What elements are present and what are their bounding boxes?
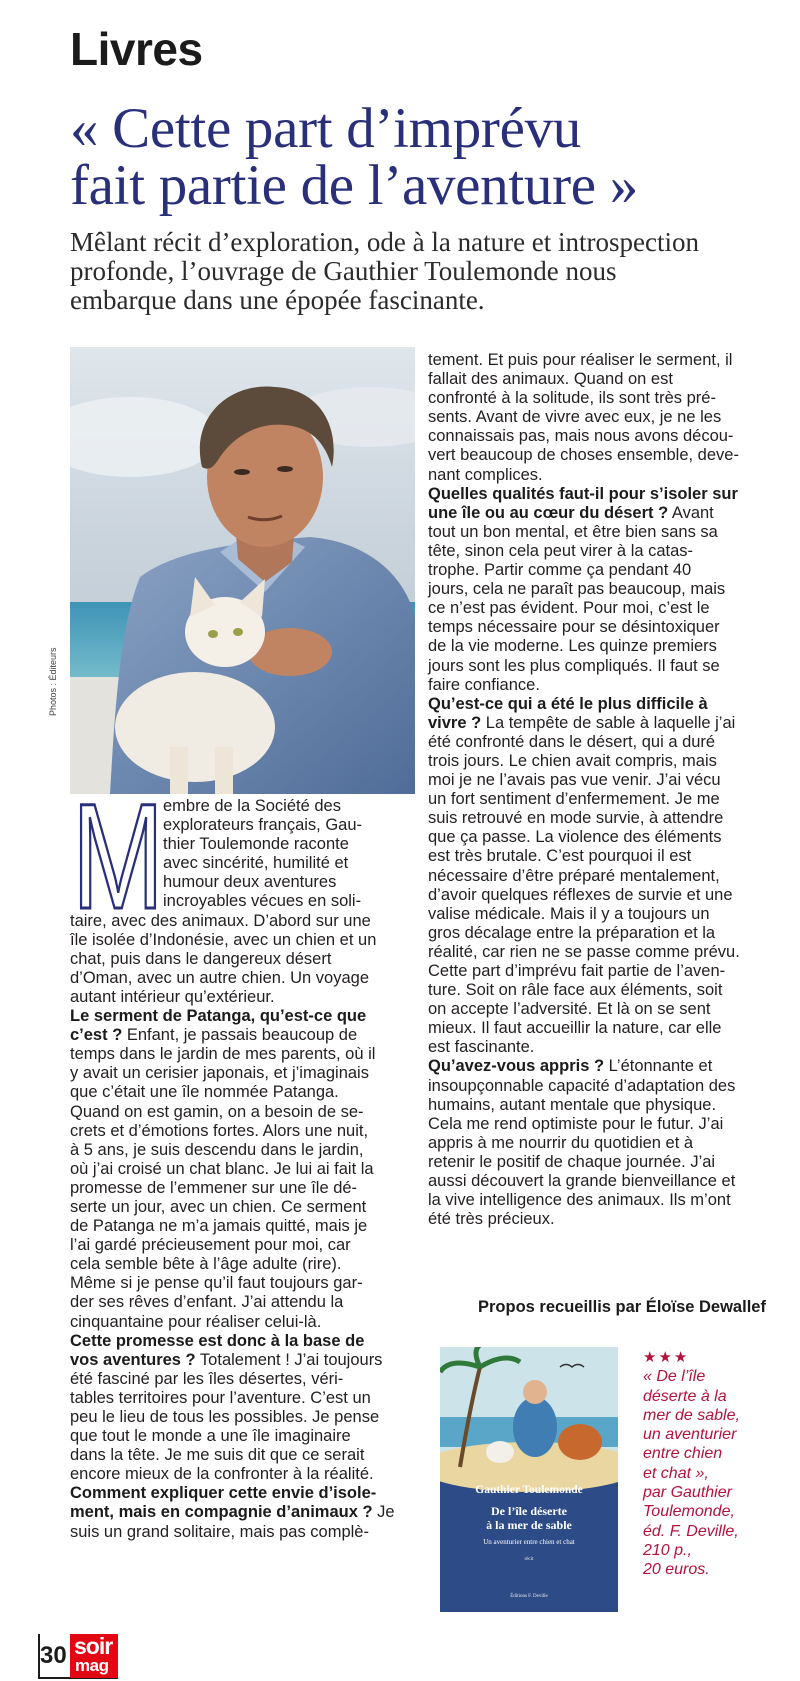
- cover-figure: [513, 1397, 557, 1457]
- review-line: 20 euros.: [643, 1561, 710, 1579]
- article-line: la vive intelligence des animaux. Ils m’ont: [428, 1191, 731, 1210]
- article-line: peu le lieu de tous les possibles. Je pense: [70, 1408, 380, 1426]
- cover-title-line: De l’île déserte: [491, 1504, 567, 1518]
- article-line: été très précieux.: [428, 1210, 555, 1229]
- photo-cat-leg: [215, 747, 233, 794]
- interview-question: ment, mais en compagnie d’animaux ?: [70, 1503, 373, 1522]
- article-line: explorateurs français, Gau-: [163, 816, 363, 835]
- article-line: cinquantaine pour réaliser celui-là.: [70, 1312, 322, 1331]
- article-line: Même si je pense qu’il faut toujours gar-: [70, 1274, 363, 1293]
- photo-cat-leg: [170, 747, 188, 794]
- article-signature: Propos recueillis par Éloïse Dewallef: [478, 1298, 766, 1316]
- photo-credit: Photos : Éditeurs: [48, 647, 58, 716]
- logo-bottom: mag: [75, 1656, 109, 1675]
- review-line: par Gauthier: [643, 1484, 732, 1502]
- interview-question: vivre ?: [428, 713, 482, 732]
- interview-question: Qu’est-ce qui a été le plus difficile à: [428, 694, 708, 713]
- review-line: « De l’île: [643, 1368, 706, 1386]
- article-line: humour deux aventures: [163, 873, 337, 892]
- review-line: déserte à la: [643, 1387, 727, 1405]
- article-line: où j’ai croisé un chat blanc. Je lui ai fait la: [70, 1159, 374, 1178]
- article-line: Cette part d’imprévu fait partie de l’aven-: [428, 962, 726, 980]
- review-line: éd. F. Deville,: [643, 1522, 739, 1540]
- soirmag-logo: [70, 1634, 118, 1678]
- article-line: promesse de l’emmener sur une île dé-: [70, 1178, 358, 1197]
- article-line: connaissais pas, mais nous avons décou-: [428, 427, 734, 446]
- interview-question: Comment expliquer cette envie d’isole-: [70, 1484, 377, 1503]
- article-line: tout un bon mental, et être bien sans sa: [428, 522, 718, 541]
- article-line: sents. Avant de vivre avec eux, je ne les: [428, 408, 722, 427]
- cover-title-line: à la mer de sable: [486, 1518, 572, 1532]
- article-line: chat, puis dans le dangereux désert: [70, 949, 332, 968]
- article-line: incroyables vécues en soli-: [163, 892, 362, 911]
- article-line: nant complices.: [428, 465, 543, 484]
- article-line: crets et d’émotions fortes. Alors une nuit,: [70, 1121, 369, 1140]
- drop-cap-letter: M: [72, 795, 164, 915]
- review-line: entre chien: [643, 1445, 723, 1463]
- logo-top: soir: [74, 1633, 113, 1659]
- article-line: jours, cela ne paraît pas beaucoup, mais: [428, 580, 726, 599]
- article-line: on accepte l’adversité. Et là on se sent: [428, 1000, 711, 1019]
- article-line: que ça passe. La violence des éléments: [428, 828, 722, 847]
- article-line: été confronté dans le désert, qui a duré: [428, 732, 716, 751]
- article-line: trophe. Partir comme ça pendant 40: [428, 561, 692, 580]
- photo-eye: [234, 469, 250, 475]
- article-line: vivre ? La tempête de sable à laquelle j’ai: [428, 713, 736, 732]
- article-line: suis un grand solitaire, mais pas complè-: [70, 1522, 369, 1541]
- article-line: jours sont les plus compliqués. Il faut se: [428, 656, 720, 675]
- article-line: l’ai gardé précieusement pour moi, car: [70, 1236, 351, 1255]
- article-column-left: [70, 797, 415, 1542]
- headline-line: fait partie de l’aventure »: [70, 154, 638, 217]
- headline-line: « Cette part d’imprévu: [70, 97, 581, 160]
- rating-stars: ★★★: [643, 1349, 690, 1366]
- article-line: ce n’est pas évident. Pour moi, c’est le: [428, 599, 710, 618]
- article-line: ment, mais en compagnie d’animaux ? Je: [70, 1503, 395, 1522]
- article-line: Cela me rend optimiste pour le futur. J’ai: [428, 1114, 724, 1133]
- review-line: un aventurier: [643, 1426, 737, 1444]
- interview-question: c’est ?: [70, 1026, 123, 1045]
- review-line: Toulemonde,: [643, 1503, 735, 1521]
- lead-line: profonde, l’ouvrage de Gauthier Toulemonde nous: [70, 256, 617, 286]
- article-line: avec sincérité, humilité et: [163, 854, 349, 873]
- photo-eye: [277, 466, 293, 472]
- article-line: appris à me nourrir du quotidien et à: [428, 1133, 694, 1152]
- article-line: fallait des animaux. Quand on est: [428, 370, 673, 389]
- article-line: trois jours. Le chien avait compris, mais: [428, 751, 717, 770]
- article-line: der ses rêves d’enfant. J’ai attendu la: [70, 1293, 344, 1312]
- article-line: [428, 485, 788, 504]
- article-line: un fort sentiment d’enfermement. Je me: [428, 790, 720, 809]
- article-line: cela semble bête à l’âge adulte (rire).: [70, 1255, 342, 1274]
- article-line: gros décalage entre la préparation et la: [428, 923, 716, 942]
- article-line: taire, avec des animaux. D’abord sur une: [70, 911, 371, 930]
- article-line: temps nécessaire pour se désintoxiquer: [428, 618, 720, 637]
- article-lead: [70, 228, 785, 315]
- cover-publisher: Éditions F. Deville: [510, 1594, 548, 1599]
- cover-cat: [486, 1441, 514, 1463]
- photo-cat-eye: [208, 630, 218, 638]
- article-line: encore mieux de la confronter à la réalité.: [70, 1465, 374, 1484]
- interview-question: vos aventures ?: [70, 1350, 196, 1369]
- interview-question: une île ou au cœur du désert ?: [428, 503, 669, 522]
- article-line: dans la tête. Je me suis dit que ce serait: [70, 1446, 365, 1465]
- article-line: réalité, car rien ne se passe comme prévu.: [428, 942, 740, 961]
- article-line: été fasciné par les îles désertes, véri-: [70, 1369, 344, 1388]
- cover-figure-head: [523, 1380, 547, 1404]
- review-line: 210 p.,: [643, 1541, 692, 1559]
- lead-line: Mêlant récit d’exploration, ode à la nature et introspection: [70, 227, 700, 257]
- article-line: de Patanga ne m’a jamais quitté, mais je: [70, 1217, 368, 1236]
- section-rubric: Livres: [70, 23, 203, 75]
- article-line: insoupçonnable capacité d’adaptation des: [428, 1076, 736, 1095]
- article-line: tables territoires pour l’aventure. C’est un: [70, 1388, 371, 1407]
- article-line: d’avoir quelques réflexes de survie et une: [428, 885, 733, 904]
- article-line: mieux. Il faut accueillir la nature, car elle: [428, 1019, 722, 1038]
- article-line: Qu’avez-vous appris ? L’étonnante et: [428, 1057, 713, 1076]
- article-line: [70, 1484, 415, 1503]
- article-line: faire confiance.: [428, 675, 540, 694]
- article-line: est fascinante.: [428, 1038, 535, 1057]
- review-line: et chat »,: [643, 1464, 709, 1482]
- article-line: y avait un cerisier japonais, et j’imaginais: [70, 1064, 369, 1083]
- article-line: île isolée d’Indonésie, avec un chien et un: [70, 930, 377, 949]
- article-line: nécessaire d’être préparé mentalement,: [428, 866, 720, 885]
- article-line: de la vie moderne. Les quinze premiers: [428, 637, 717, 656]
- interview-question: Le serment de Patanga, qu’est-ce que: [70, 1007, 367, 1026]
- cover-dog: [558, 1424, 602, 1460]
- article-line: Quand on est gamin, on a besoin de se-: [70, 1102, 364, 1121]
- article-line: est très brutale. C’est pourquoi il est: [428, 847, 692, 866]
- article-line: vert beaucoup de choses ensemble, deve-: [428, 446, 739, 465]
- article-line: suis retrouvé en mode survie, à attendre: [428, 809, 724, 828]
- article-line: que tout le monde a une île imaginaire: [70, 1427, 351, 1446]
- article-line: aussi découvert la grande bienveillance et: [428, 1172, 736, 1191]
- article-line: [428, 695, 788, 714]
- article-line: tête, sinon cela peut virer à la catas-: [428, 541, 694, 560]
- article-line: à 5 ans, je suis descendu dans le jardin,: [70, 1140, 364, 1159]
- article-column-right: [428, 351, 788, 1229]
- article-line: c’est ? Enfant, je passais beaucoup de: [70, 1026, 358, 1045]
- book-cover: [440, 1347, 618, 1612]
- article-line: serte un jour, avec un chien. Ce serment: [70, 1197, 367, 1216]
- article-line: retenir le positif de chaque journée. J’ai: [428, 1152, 716, 1171]
- photo-cat-body: [115, 672, 275, 782]
- page-number: 30: [40, 1642, 67, 1669]
- article-line: [70, 1007, 415, 1026]
- article-line: une île ou au cœur du désert ? Avant: [428, 503, 714, 522]
- article-line: valise médicale. Mais il y a toujours un: [428, 904, 710, 923]
- cover-subtitle: Un aventurier entre chien et chat: [483, 1538, 575, 1546]
- interview-question: Qu’avez-vous appris ?: [428, 1057, 605, 1076]
- review-line: mer de sable,: [643, 1406, 740, 1424]
- article-line: moi je ne l’avais pas vue venir. J’ai vécu: [428, 771, 721, 790]
- cover-author: Gauthier Toulemonde: [475, 1484, 583, 1496]
- author-photo: [70, 347, 415, 794]
- article-line: d’Oman, avec un autre chien. Un voyage: [70, 968, 370, 987]
- book-review-box: [643, 1348, 783, 1580]
- photo-cat-eye: [233, 628, 243, 636]
- article-line: temps dans le jardin de mes parents, où il: [70, 1045, 376, 1064]
- article-line: embre de la Société des: [163, 797, 341, 815]
- article-headline: [70, 97, 780, 217]
- cover-genre: récit: [524, 1557, 534, 1562]
- article-line: vos aventures ? Totalement ! J’ai toujours: [70, 1350, 383, 1369]
- article-line: [70, 1332, 415, 1351]
- lead-line: embarque dans une épopée fascinante.: [70, 285, 485, 315]
- article-line: ture. Soit on râle face aux éléments, soit: [428, 981, 723, 1000]
- interview-question: Cette promesse est donc à la base de: [70, 1331, 365, 1350]
- article-line: que c’était une île nommée Patanga.: [70, 1083, 339, 1102]
- article-line: tement. Et puis pour réaliser le serment, il: [428, 351, 733, 369]
- article-line: humains, autant mentale que physique.: [428, 1095, 717, 1114]
- article-line: autant intérieur qu’extérieur.: [70, 987, 275, 1006]
- article-line: thier Toulemonde raconte: [163, 835, 349, 854]
- article-line: confronté à la solitude, ils sont très pré-: [428, 389, 716, 408]
- interview-question: Quelles qualités faut-il pour s’isoler sur: [428, 484, 738, 503]
